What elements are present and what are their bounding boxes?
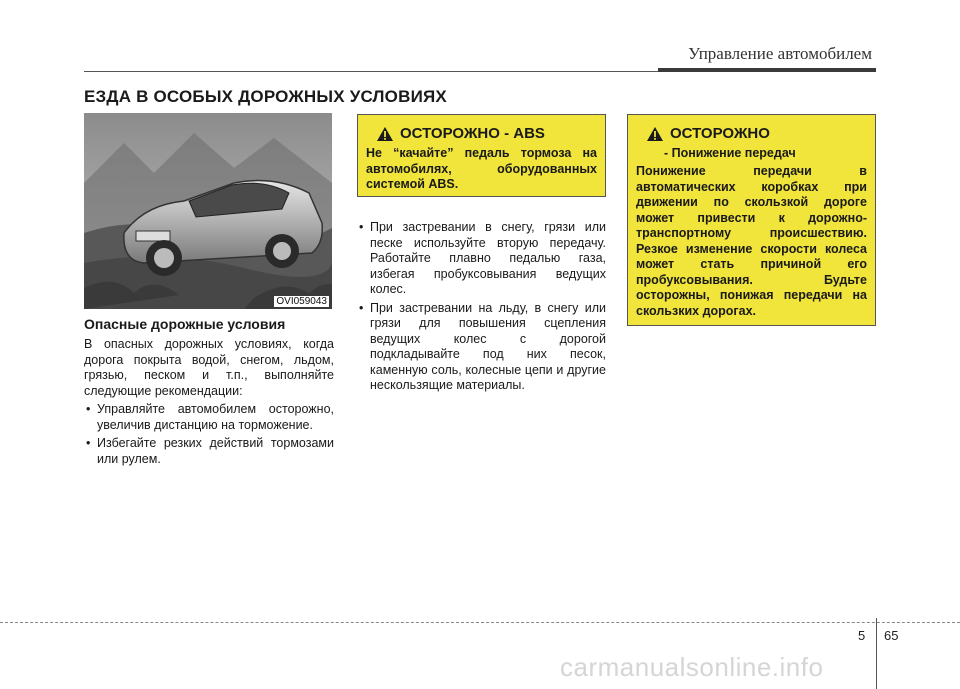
watermark: carmanualsonline.info [560, 652, 824, 682]
hazard-body [84, 337, 334, 467]
figure-code: OVI059043 [276, 296, 327, 307]
list-item: • При застревании на льду, в снегу или грязи для повышения сцепления ведущих колес с дорогой подкладывайте под них песок, каменную соль, колесные цепи и другие нескользящие материалы. [359, 300, 606, 392]
stuck-body [357, 217, 606, 394]
footer-divider [876, 618, 877, 689]
warning-triangle-icon [646, 126, 664, 142]
hazard-bullet-list [84, 402, 334, 467]
caution-subtitle: - Понижение передач [664, 146, 796, 160]
warning-triangle-icon [376, 126, 394, 142]
hazard-subheading: Опасные дорожные условия [84, 316, 286, 332]
hazard-intro: В опасных дорожных условиях, когда дорога покрыта водой, снегом, льдом, грязью, песком и т.п., выполняйте следующие рекомендации: [84, 337, 334, 398]
caution-box-abs [357, 114, 606, 197]
section-title: ЕЗДА В ОСОБЫХ ДОРОЖНЫХ УСЛОВИЯХ [84, 87, 447, 106]
stuck-bullet-list [357, 220, 606, 394]
header-title: Управление автомобилем [688, 44, 872, 63]
header-rule-accent [658, 68, 876, 72]
page-number: 65 [884, 628, 899, 643]
caution-box-gears [627, 114, 876, 326]
caution-heading: ОСТОРОЖНО - ABS [376, 125, 597, 142]
list-item: • Управляйте автомобилем осторожно, увеличив дистанцию на торможение. [86, 402, 334, 432]
caution-text: Понижение передачи в автоматических коробках при движении по скользкой дороге может привести к дорожно-транспортному происшествию. Резкое изменение скорости колеса может стать причиной его пробуксовывания. Будьте осторожны, понижая передачи на скользких дорогах. [636, 164, 867, 318]
caution-heading: ОСТОРОЖНО [646, 125, 867, 142]
footer-rule [0, 622, 960, 623]
chapter-number: 5 [858, 628, 866, 643]
car-image [84, 113, 332, 309]
caution-text: Не “качайте” педаль тормоза на автомобилях, оборудованных системой ABS. [366, 146, 597, 191]
car-illustration [84, 113, 332, 309]
list-item: • Избегайте резких действий тормозами или рулем. [86, 436, 334, 466]
list-item: • При застревании в снегу, грязи или песке используйте вторую передачу. Работайте плавно педалью газа, избегая пробуксовывания ведущих колес. [359, 220, 606, 296]
